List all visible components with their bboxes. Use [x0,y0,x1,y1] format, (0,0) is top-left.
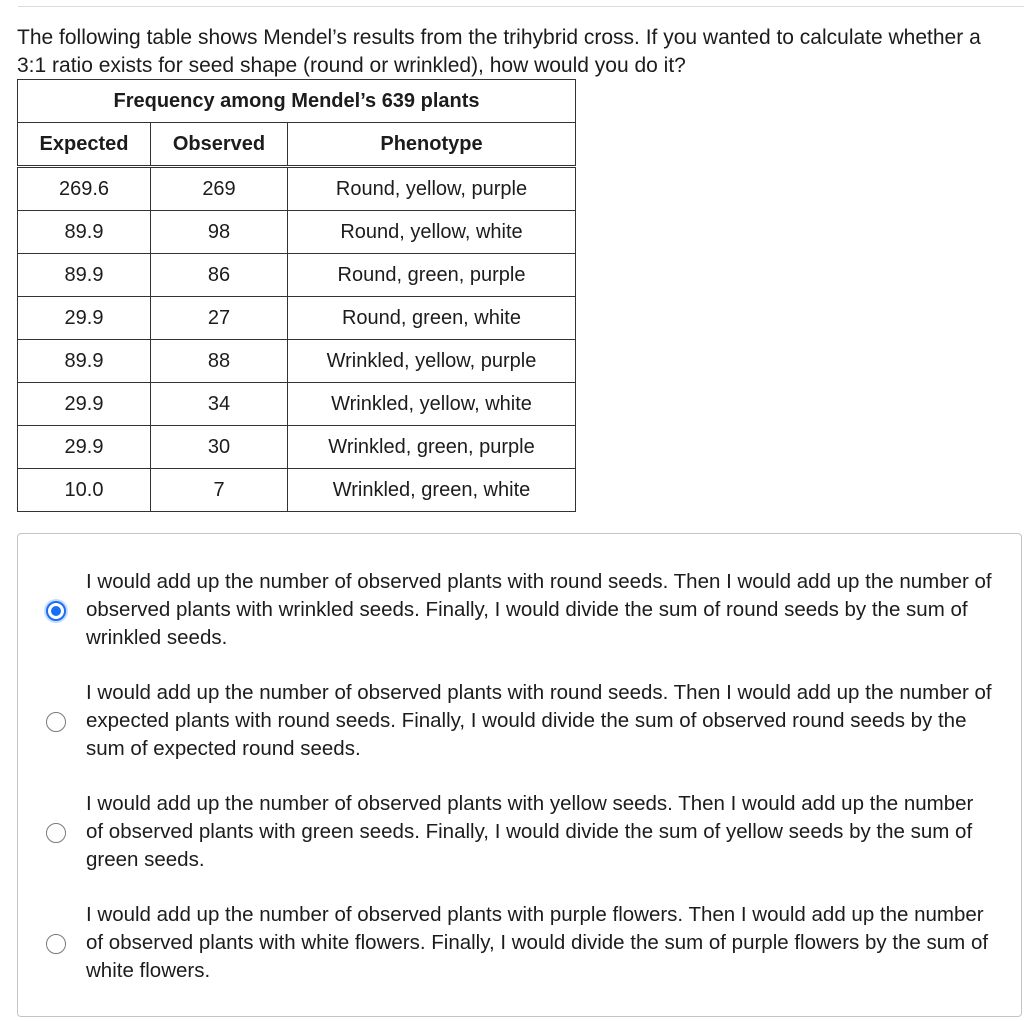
option-1-text[interactable]: I would add up the number of observed plants with round seeds. Then I would add up the number of observed plants with wrinkled seeds. Finally, I would divide the sum of round seeds by the sum of wrinkled seeds. [86,570,992,649]
table-row [18,469,576,512]
phenotype-cell: Wrinkled, green, purple [288,426,576,469]
table-row [18,383,576,426]
expected-cell: 89.9 [18,340,151,383]
expected-cell: 10.0 [18,469,151,512]
answer-options [17,533,1022,1017]
phenotype-cell: Round, yellow, purple [288,167,576,211]
option-4-text[interactable]: I would add up the number of observed plants with purple flowers. Then I would add up the number of observed plants with white flowers. Finally, I would divide the sum of purple flowers by the sum of white flowers. [86,903,989,982]
column-header-expected: Expected [18,123,151,167]
observed-cell: 27 [151,297,288,340]
column-header-phenotype: Phenotype [288,123,576,167]
answer-option-2[interactable] [18,679,1021,769]
table-row [18,426,576,469]
expected-cell: 29.9 [18,426,151,469]
answer-option-3[interactable] [18,790,1021,880]
observed-cell: 269 [151,167,288,211]
radio-button-option-1[interactable] [46,601,66,621]
table-row [18,254,576,297]
table-row [18,211,576,254]
option-3-text[interactable]: I would add up the number of observed plants with yellow seeds. Then I would add up the number of observed plants with green seeds. Finally, I would divide the sum of yellow seeds by the sum of green seeds. [86,792,974,871]
observed-cell: 88 [151,340,288,383]
results-table [17,79,576,512]
observed-cell: 86 [151,254,288,297]
phenotype-cell: Round, green, purple [288,254,576,297]
table-row [18,340,576,383]
option-2-text[interactable]: I would add up the number of observed plants with round seeds. Then I would add up the number of expected plants with round seeds. Finally, I would divide the sum of observed round seeds by the sum of expected round seeds. [86,681,992,760]
phenotype-cell: Wrinkled, yellow, purple [288,340,576,383]
answer-option-1[interactable] [18,568,1021,658]
phenotype-cell: Round, green, white [288,297,576,340]
observed-cell: 34 [151,383,288,426]
column-header-observed: Observed [151,123,288,167]
table-row [18,297,576,340]
expected-cell: 29.9 [18,383,151,426]
question-text: The following table shows Mendel’s results from the trihybrid cross. If you wanted to calculate whether a 3:1 ratio exists for seed shape (round or wrinkled), how would you do it? [17,26,981,77]
phenotype-cell: Wrinkled, yellow, white [288,383,576,426]
observed-cell: 30 [151,426,288,469]
phenotype-cell: Wrinkled, green, white [288,469,576,512]
table-caption: Frequency among Mendel’s 639 plants [18,80,576,123]
radio-button-option-3[interactable] [46,823,66,843]
phenotype-cell: Round, yellow, white [288,211,576,254]
expected-cell: 89.9 [18,211,151,254]
expected-cell: 29.9 [18,297,151,340]
radio-button-option-2[interactable] [46,712,66,732]
expected-cell: 89.9 [18,254,151,297]
top-divider [18,6,1024,7]
expected-cell: 269.6 [18,167,151,211]
observed-cell: 7 [151,469,288,512]
table-row [18,167,576,211]
radio-button-option-4[interactable] [46,934,66,954]
observed-cell: 98 [151,211,288,254]
answer-option-4[interactable] [18,901,1021,991]
